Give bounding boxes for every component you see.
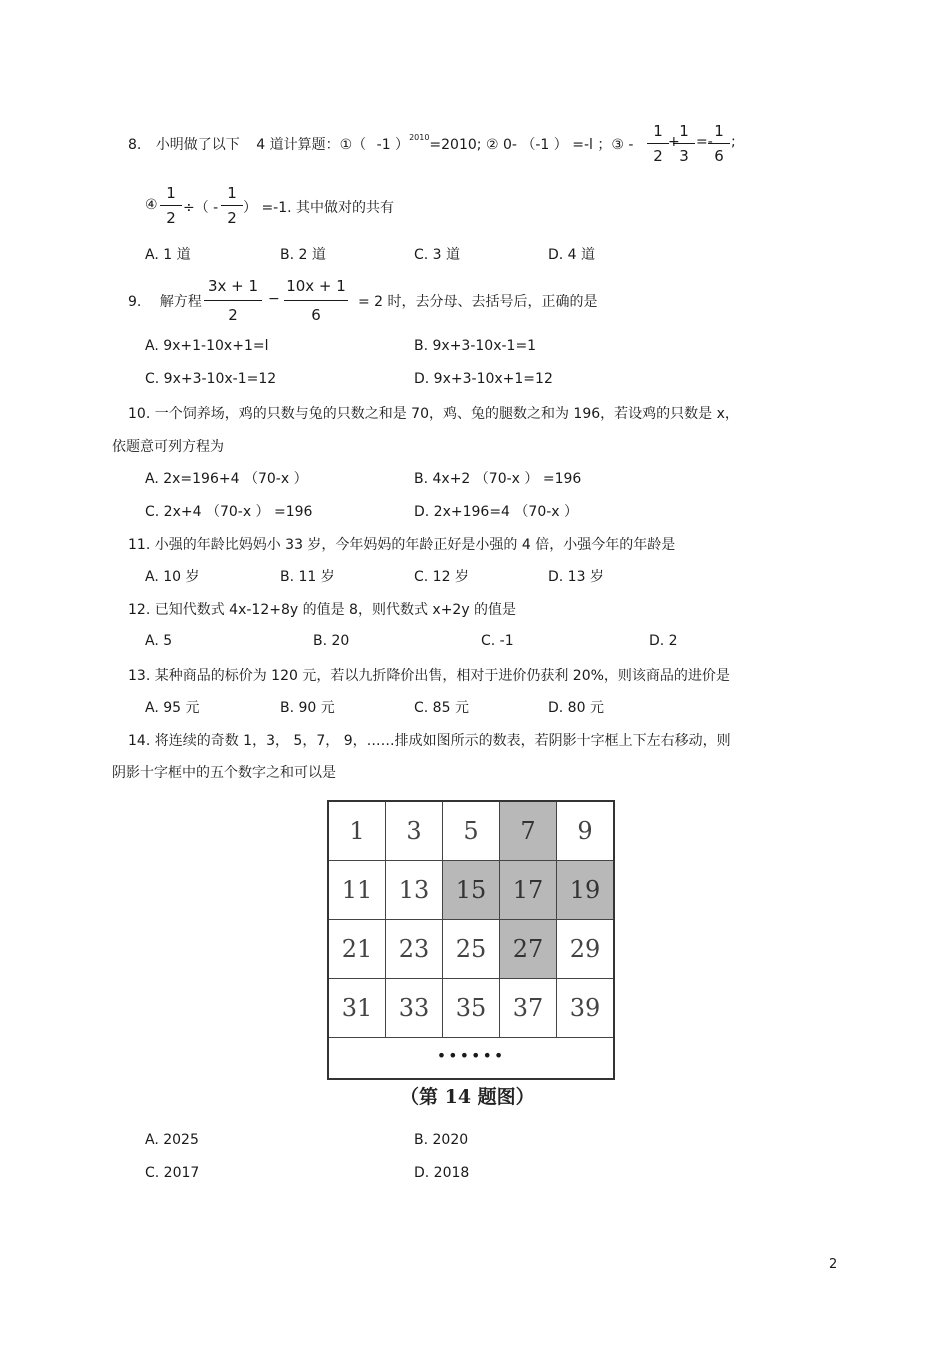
q10-line1: 10. 一个饲养场，鸡的只数与兔的只数之和是 70，鸡、兔的腿数之和为 196，若设鸡的只数是 x， <box>128 406 739 422</box>
table-cell: 37 <box>500 979 557 1038</box>
q12-option-a: A. 5 <box>145 633 173 649</box>
q13-option-c: C. 85 元 <box>414 700 469 716</box>
q8-part1b: -1 ） <box>376 137 410 153</box>
q8-divide: ÷（ - <box>183 200 219 216</box>
q8-count: 4 道计算题：①（ <box>256 137 367 153</box>
figure-caption: （第 14 题图） <box>400 1086 535 1108</box>
q14-line2: 阴影十字框中的五个数字之和可以是 <box>112 765 336 781</box>
q8-fraction-5: 1 2 <box>219 183 245 228</box>
q11-option-b: B. 11 岁 <box>280 569 335 585</box>
q10-line2: 依题意可列方程为 <box>112 439 224 455</box>
q9-fraction-2: 10x + 1 6 <box>284 275 348 326</box>
q8-option-c: C. 3 道 <box>414 247 461 263</box>
q13-option-a: A. 95 元 <box>145 700 200 716</box>
q9-line1 <box>128 291 202 311</box>
q13-option-d: D. 80 元 <box>548 700 604 716</box>
q14-option-b: B. 2020 <box>414 1132 469 1148</box>
q9-fraction-1: 3x + 1 2 <box>204 275 262 326</box>
q8-line2-a: ④ <box>145 197 158 213</box>
table-cell: 29 <box>557 920 613 979</box>
q8-exponent: 2010 <box>409 133 430 142</box>
q14-option-d: D. 2018 <box>414 1165 470 1181</box>
table-cell: 5 <box>443 802 500 861</box>
q8-line1 <box>128 134 633 154</box>
table-cell: 11 <box>329 861 386 920</box>
q8-text: 小明做了以下 <box>155 137 240 153</box>
odd-number-table <box>327 800 615 1080</box>
q8-line2-b: ） =-1. 其中做对的共有 <box>243 200 395 216</box>
page-number: 2 <box>829 1257 838 1272</box>
q13-option-b: B. 90 元 <box>280 700 335 716</box>
table-cell: 31 <box>329 979 386 1038</box>
table-cell: 33 <box>386 979 443 1038</box>
q13-line1: 13. 某种商品的标价为 120 元，若以九折降价出售，相对于进价仍获利 20%，则该商品的进价是 <box>128 668 730 684</box>
q9-text: 解方程 <box>159 294 202 310</box>
q10-option-a: A. 2x=196+4 （70-x ） <box>145 471 308 487</box>
table-ellipsis-row: •••••• <box>436 1046 506 1065</box>
q12-option-c: C. -1 <box>481 633 514 649</box>
q8-option-a: A. 1 道 <box>145 247 191 263</box>
q9-option-a: A. 9x+1-10x+1=l <box>145 338 269 354</box>
table-cell: 35 <box>443 979 500 1038</box>
table-cell-shaded: 17 <box>500 861 557 920</box>
table-cell: 3 <box>386 802 443 861</box>
q10-option-c: C. 2x+4 （70-x ） =196 <box>145 504 313 520</box>
table-cell: 23 <box>386 920 443 979</box>
q8-fraction-1: 1 2 <box>645 121 671 166</box>
table-cell: 21 <box>329 920 386 979</box>
q14-line1: 14. 将连续的奇数 1，3， 5，7， 9，……排成如图所示的数表，若阴影十字框上下左右移动，则 <box>128 733 731 749</box>
q8-fraction-4: 1 2 <box>158 183 184 228</box>
q8-option-b: B. 2 道 <box>280 247 326 263</box>
table-cell: 25 <box>443 920 500 979</box>
q11-option-a: A. 10 岁 <box>145 569 200 585</box>
q11-option-d: D. 13 岁 <box>548 569 604 585</box>
q14-option-c: C. 2017 <box>145 1165 200 1181</box>
q8-fraction-2: 1 3 <box>671 121 697 166</box>
q9-option-c: C. 9x+3-10x-1=12 <box>145 371 277 387</box>
table-cell-shaded: 15 <box>443 861 500 920</box>
q9-number: 9. <box>128 294 142 310</box>
q12-option-b: B. 20 <box>313 633 350 649</box>
q8-equals: =- <box>696 134 713 150</box>
table-cell-shaded: 7 <box>500 802 557 861</box>
q10-option-b: B. 4x+2 （70-x ） =196 <box>414 471 582 487</box>
table-cell: 1 <box>329 802 386 861</box>
table-cell: 39 <box>557 979 613 1038</box>
table-cell: 13 <box>386 861 443 920</box>
q8-part1c: =2010; ② 0- （-1 ） =-l ；③ - <box>429 137 634 153</box>
q8-option-d: D. 4 道 <box>548 247 596 263</box>
q12-option-d: D. 2 <box>649 633 678 649</box>
q8-semicolon: ; <box>731 134 736 150</box>
q11-line1: 11. 小强的年龄比妈妈小 33 岁，今年妈妈的年龄正好是小强的 4 倍，小强今年的年龄是 <box>128 537 676 553</box>
q10-option-d: D. 2x+196=4 （70-x ） <box>414 504 579 520</box>
table-cell: 9 <box>557 802 613 861</box>
q9-option-b: B. 9x+3-10x-1=1 <box>414 338 537 354</box>
q8-number: 8. <box>128 137 142 153</box>
q9-option-d: D. 9x+3-10x+1=12 <box>414 371 553 387</box>
q9-minus: − <box>268 291 280 307</box>
q14-option-a: A. 2025 <box>145 1132 199 1148</box>
table-cell-shaded: 19 <box>557 861 613 920</box>
q12-line1: 12. 已知代数式 4x-12+8y 的值是 8，则代数式 x+2y 的值是 <box>128 602 517 618</box>
table-cell-shaded: 27 <box>500 920 557 979</box>
q11-option-c: C. 12 岁 <box>414 569 469 585</box>
q8-plus: + <box>668 134 680 150</box>
q8-fraction-3: 1 6 <box>706 121 732 166</box>
q9-tail: = 2 时，去分母、去括号后，正确的是 <box>358 294 598 310</box>
